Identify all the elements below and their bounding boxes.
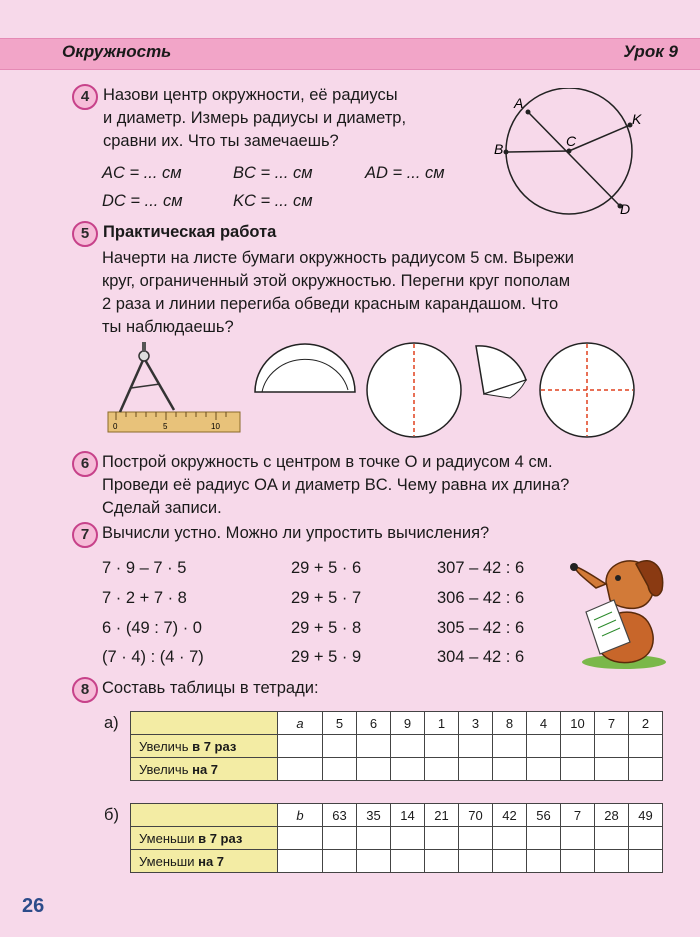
measure-dc: DC = ... см [102, 192, 183, 210]
text-line: Начерти на листе бумаги окружность радиусом 5 см. Вырежи [102, 249, 575, 267]
exercise-4-number: 4 [72, 84, 98, 110]
dog-nose [570, 563, 578, 571]
table-row [131, 804, 663, 827]
text-line: Сделай записи. [102, 499, 222, 517]
measure-bc: BC = ... см [233, 164, 313, 182]
point-a [526, 110, 531, 115]
table-row-label: Уменьши на 7 [131, 850, 278, 873]
exercise-6-number: 6 [72, 451, 98, 477]
table-cell: 10 [561, 712, 595, 735]
table-cell: 56 [527, 804, 561, 827]
measure-kc: KC = ... см [233, 192, 313, 210]
table-cell: a [278, 712, 323, 735]
radius-bc [506, 151, 569, 152]
table-cell: 7 [561, 804, 595, 827]
expr-2-1: 29 + 5 · 6 [291, 559, 362, 577]
point-b [504, 150, 509, 155]
dog-illustration [566, 538, 674, 670]
expr-1-3: 6 · (49 : 7) · 0 [102, 619, 202, 637]
table-row [131, 712, 663, 735]
circle-two-folds [537, 340, 637, 440]
exercise-7-text: Вычисли устно. Можно ли упростить вычисления? [102, 524, 490, 542]
table-a-label: а) [104, 714, 119, 732]
text-line: 2 раза и линии перегиба обведи красным карандашом. Что [102, 295, 559, 313]
folded-semicircle [252, 340, 358, 396]
table-cell: 1 [425, 712, 459, 735]
dog-eye [615, 575, 621, 581]
expr-3-1: 307 – 42 : 6 [437, 559, 525, 577]
text-line: ты наблюдаешь? [102, 318, 234, 336]
table-row [131, 850, 663, 873]
expr-3-3: 305 – 42 : 6 [437, 619, 525, 637]
table-row-label: Уменьши в 7 раз [131, 827, 278, 850]
table-cell: 4 [527, 712, 561, 735]
table-cell: 8 [493, 712, 527, 735]
compass-ruler-illustration [106, 340, 242, 436]
expr-2-2: 29 + 5 · 7 [291, 589, 362, 607]
table-row-label: Увеличь в 7 раз [131, 735, 278, 758]
exercise-4-text [103, 84, 406, 153]
table-row [131, 758, 663, 781]
table-cell: 49 [629, 804, 663, 827]
measure-ac: AC = ... см [102, 164, 182, 182]
circle-figure [490, 88, 660, 228]
label-d: D [620, 201, 631, 217]
label-k: K [632, 111, 642, 127]
expr-1-2: 7 · 2 + 7 · 8 [102, 589, 187, 607]
table-cell: 21 [425, 804, 459, 827]
lesson-title: Урок 9 [623, 42, 678, 61]
expr-2-4: 29 + 5 · 9 [291, 648, 362, 666]
table-a [130, 711, 663, 781]
expr-3-4: 304 – 42 : 6 [437, 648, 525, 666]
table-cell: 2 [629, 712, 663, 735]
point-c [567, 149, 572, 154]
ruler-label-5: 5 [163, 422, 168, 431]
diameter-ad [528, 112, 620, 206]
ruler-label-10: 10 [211, 422, 220, 431]
exercise-8-number: 8 [72, 677, 98, 703]
text-line: круг, ограниченный этой окружностью. Перегни круг пополам [102, 272, 571, 290]
expr-1-4: (7 · 4) : (4 · 7) [102, 648, 204, 666]
exercise-8-text: Составь таблицы в тетради: [102, 679, 319, 697]
expr-1-1: 7 · 9 – 7 · 5 [102, 559, 187, 577]
exercise-5-number: 5 [72, 221, 98, 247]
table-cell: 14 [391, 804, 425, 827]
dog-snout [574, 566, 606, 588]
exercise-5-text [102, 247, 672, 339]
table-cell [131, 804, 278, 827]
folded-quarter [470, 340, 530, 402]
table-b [130, 803, 663, 873]
exercise-6-text [102, 451, 677, 520]
compass [120, 358, 174, 412]
expr-3-2: 306 – 42 : 6 [437, 589, 525, 607]
table-cell: 28 [595, 804, 629, 827]
text-line: сравни их. Что ты замечаешь? [103, 132, 339, 150]
expr-2-3: 29 + 5 · 8 [291, 619, 362, 637]
ruler [108, 412, 240, 432]
table-cell: b [278, 804, 323, 827]
measure-ad: AD = ... см [365, 164, 445, 182]
page-number: 26 [22, 895, 45, 917]
text-line: Построй окружность с центром в точке O и радиусом 4 см. [102, 453, 553, 471]
exercise-7-number: 7 [72, 522, 98, 548]
label-c: C [566, 133, 577, 149]
label-b: B [494, 141, 504, 157]
exercise-5-title: Практическая работа [103, 223, 277, 241]
table-cell [131, 712, 278, 735]
table-cell: 7 [595, 712, 629, 735]
table-cell: 6 [357, 712, 391, 735]
table-row [131, 735, 663, 758]
radius-kc [569, 125, 630, 151]
topic-title: Окружность [62, 42, 172, 61]
table-row [131, 827, 663, 850]
table-cell: 63 [323, 804, 357, 827]
table-row-label: Увеличь на 7 [131, 758, 278, 781]
label-a: A [514, 95, 524, 111]
table-cell: 5 [323, 712, 357, 735]
text-line: Назови центр окружности, её радиусы [103, 86, 398, 104]
text-line: и диаметр. Измерь радиусы и диаметр, [103, 109, 407, 127]
table-cell: 42 [493, 804, 527, 827]
table-cell: 3 [459, 712, 493, 735]
table-cell: 70 [459, 804, 493, 827]
table-cell: 35 [357, 804, 391, 827]
ruler-label-0: 0 [113, 422, 118, 431]
table-b-label: б) [104, 806, 119, 824]
circle-one-fold [364, 340, 464, 440]
table-cell: 9 [391, 712, 425, 735]
text-line: Проведи её радиус OA и диаметр BC. Чему равна их длина? [102, 476, 570, 494]
